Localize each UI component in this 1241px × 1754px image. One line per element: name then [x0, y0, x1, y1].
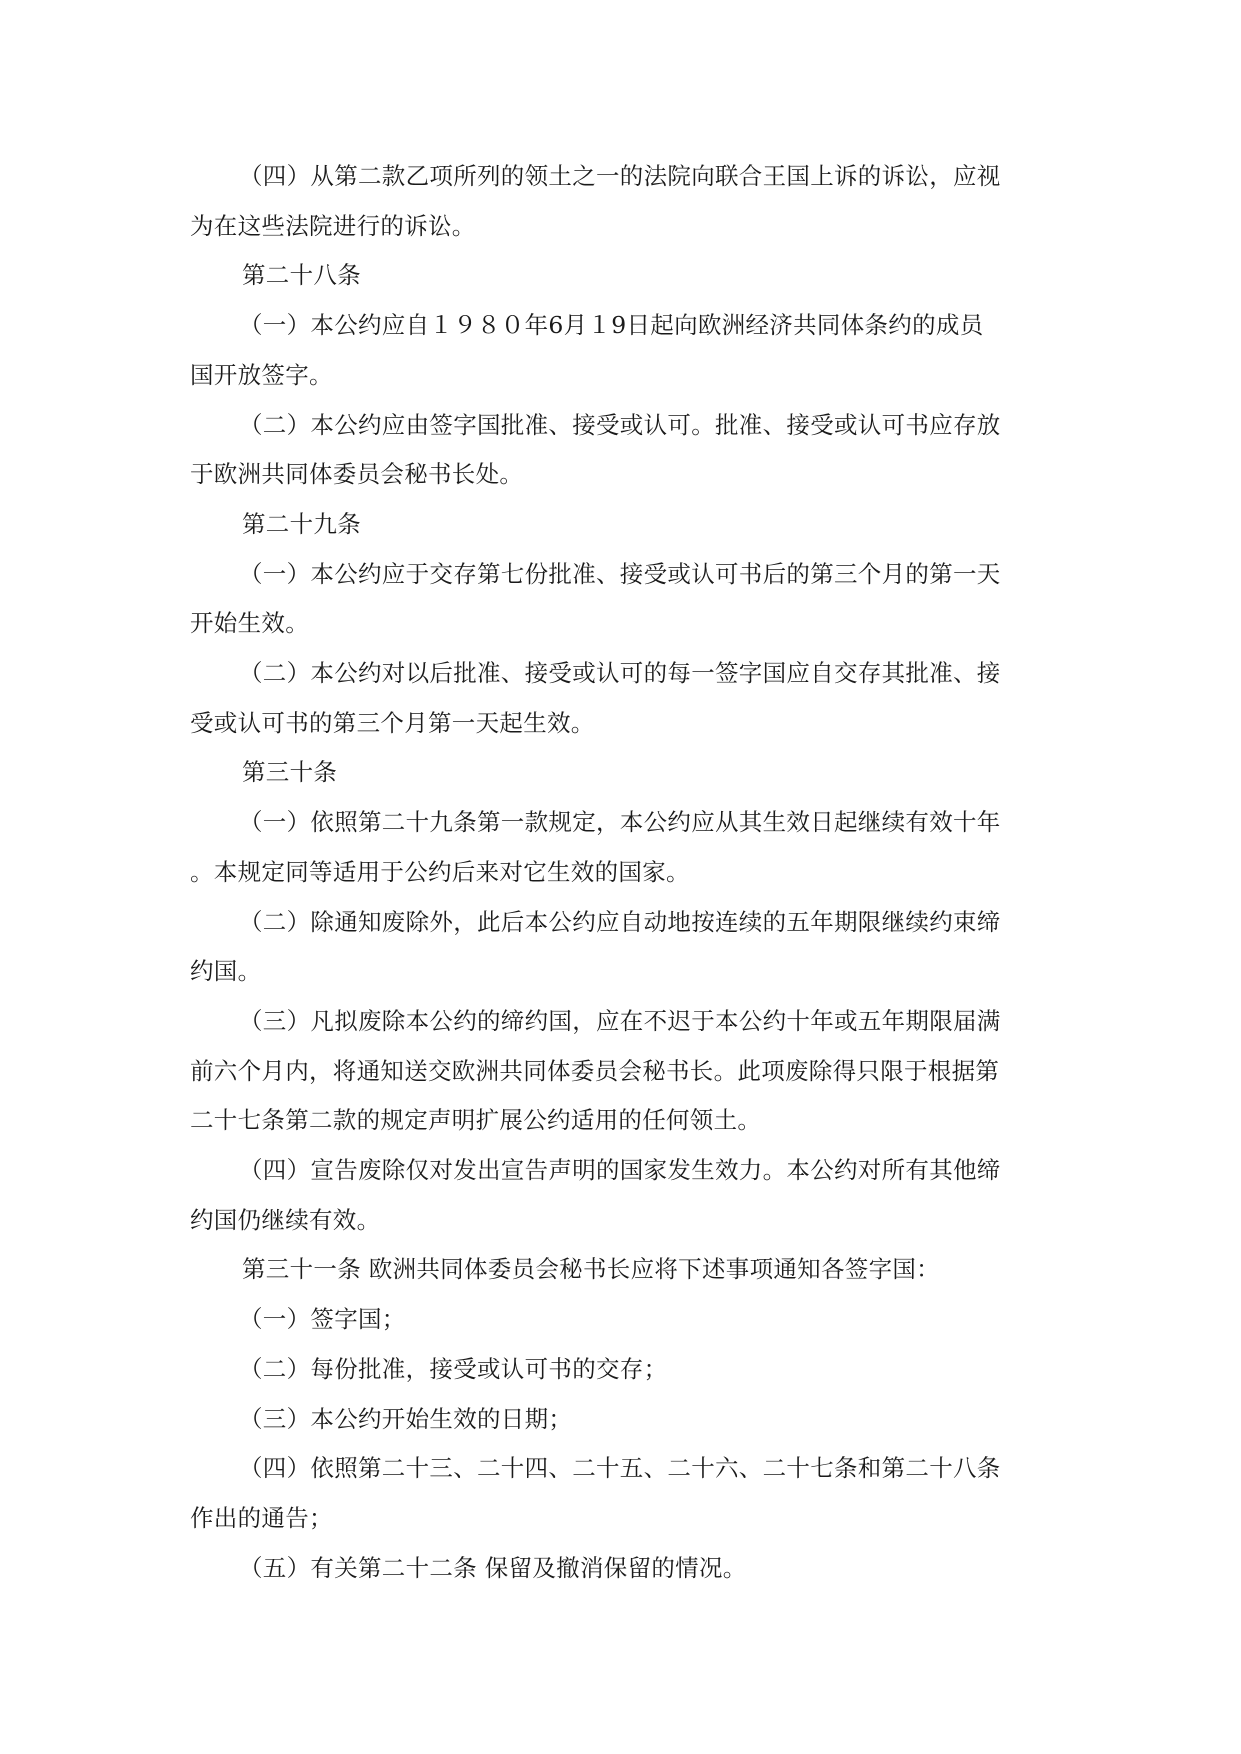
paragraph-line: 约国。	[190, 957, 262, 986]
paragraph-line: （一）依照第二十九条第一款规定，本公约应从其生效日起继续有效十年	[239, 808, 1001, 837]
paragraph-line: 二十七条第二款的规定声明扩展公约适用的任何领土。	[190, 1106, 762, 1135]
list-item: （四）依照第二十三、二十四、二十五、二十六、二十七条和第二十八条	[239, 1454, 1001, 1483]
paragraph-line: （二）本公约对以后批准、接受或认可的每一签字国应自交存其批准、接	[239, 659, 1001, 688]
article-heading: 第二十九条	[242, 509, 361, 538]
paragraph-line: （四）从第二款乙项所列的领土之一的法院向联合王国上诉的诉讼，应视	[239, 162, 1001, 190]
article-heading: 第三十一条 欧洲共同体委员会秘书长应将下述事项通知各签字国：	[242, 1255, 940, 1284]
document-body	[190, 152, 1050, 1593]
list-item: 作出的通告；	[190, 1503, 333, 1532]
paragraph-line: 于欧洲共同体委员会秘书长处。	[190, 460, 524, 489]
paragraph-line: 前六个月内，将通知送交欧洲共同体委员会秘书长。此项废除得只限于根据第	[190, 1056, 1000, 1085]
paragraph-line: 。本规定同等适用于公约后来对它生效的国家。	[190, 857, 690, 886]
paragraph-line: 国开放签字。	[190, 360, 333, 389]
paragraph-line: （二）除通知废除外，此后本公约应自动地按连续的五年期限继续约束缔	[239, 907, 1001, 936]
paragraph-line: （三）凡拟废除本公约的缔约国，应在不迟于本公约十年或五年期限届满	[239, 1006, 1001, 1035]
paragraph-line: 开始生效。	[190, 609, 309, 638]
list-item: （五）有关第二十二条 保留及撤消保留的情况。	[239, 1553, 747, 1582]
list-item: （二）每份批准，接受或认可书的交存；	[239, 1354, 668, 1383]
paragraph-line: （一）本公约应自１９８０年6月１9日起向欧洲经济共同体条约的成员	[239, 311, 984, 340]
article-heading: 第二十八条	[242, 261, 361, 290]
list-item: （三）本公约开始生效的日期；	[239, 1404, 573, 1433]
paragraph-line: （二）本公约应由签字国批准、接受或认可。批准、接受或认可书应存放	[239, 410, 1001, 439]
paragraph-line: （四）宣告废除仅对发出宣告声明的国家发生效力。本公约对所有其他缔	[239, 1156, 1001, 1185]
paragraph-line: （一）本公约应于交存第七份批准、接受或认可书后的第三个月的第一天	[239, 559, 1001, 588]
paragraph-line: 约国仍继续有效。	[190, 1205, 381, 1234]
paragraph-line: 为在这些法院进行的诉讼。	[190, 211, 476, 240]
article-heading: 第三十条	[242, 758, 338, 787]
list-item: （一）签字国；	[239, 1305, 406, 1334]
paragraph-line: 受或认可书的第三个月第一天起生效。	[190, 708, 595, 737]
